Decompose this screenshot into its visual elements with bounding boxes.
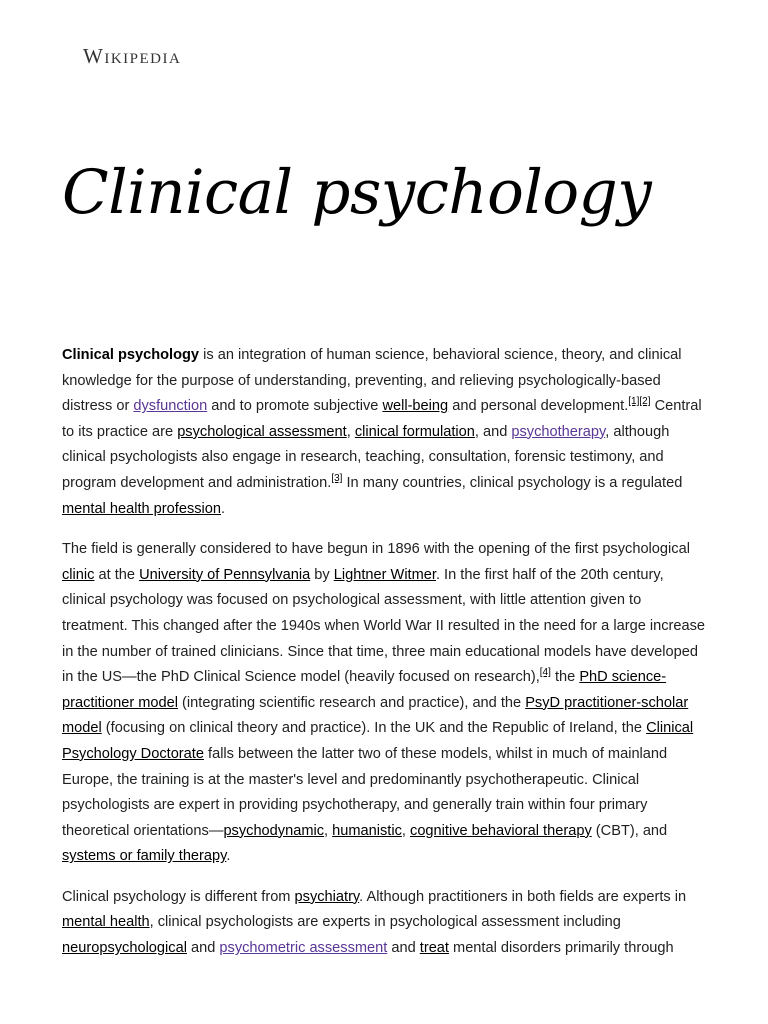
text: , bbox=[401, 822, 411, 839]
citation-3[interactable] bbox=[331, 473, 342, 484]
text: . In the first half of the 20th century, clinical psychology was focused on psychological assessment, with little attention given to treatment. This changed after the 1940s when World War II resulted in the need for a large increase in the number of trained clinicians. Since that time, three main educational models have developed in the US—the PhD Clinical Science model (heavily focused on research), bbox=[62, 566, 706, 686]
text: (focusing on clinical theory and practice). In the UK and the Republic of Ireland, the bbox=[101, 720, 647, 737]
text: . Although practitioners in both fields are experts in bbox=[359, 888, 687, 905]
text: and bbox=[387, 940, 420, 957]
link-cognitive-behavioral-therapy[interactable]: cognitive behavioral therapy bbox=[410, 822, 592, 839]
citation-link[interactable]: [1] bbox=[628, 396, 640, 408]
page-title: Clinical psychology bbox=[62, 157, 652, 228]
link-mental-health[interactable]: mental health bbox=[62, 914, 150, 931]
citation-link[interactable]: [3] bbox=[331, 473, 343, 485]
text: , clinical psychologists are experts in psychological assessment including bbox=[149, 914, 621, 931]
text: (CBT), and bbox=[591, 822, 668, 839]
text: The field is generally considered to have begun in 1896 with the opening of the first psychological bbox=[62, 541, 690, 558]
link-clinical-formulation[interactable]: clinical formulation bbox=[354, 423, 475, 440]
link-neuropsychological[interactable]: neuropsychological bbox=[62, 940, 187, 957]
text: Central to its practice are bbox=[62, 398, 702, 440]
article-body bbox=[62, 343, 708, 977]
text: , bbox=[346, 423, 355, 440]
paragraph-history bbox=[62, 537, 708, 870]
link-psychiatry[interactable]: psychiatry bbox=[294, 888, 360, 905]
citation-link[interactable]: [4] bbox=[539, 667, 551, 679]
text: at the bbox=[94, 566, 140, 583]
link-psychotherapy[interactable]: psychotherapy bbox=[511, 423, 606, 440]
link-clinic[interactable]: clinic bbox=[62, 566, 95, 583]
text: and to promote subjective bbox=[207, 398, 383, 415]
link-lightner-witmer[interactable]: Lightner Witmer bbox=[333, 566, 436, 583]
link-clinical-psychology-doctorate[interactable]: Clinical Psychology Doctorate bbox=[62, 720, 694, 762]
text: by bbox=[310, 566, 334, 583]
wikipedia-logo[interactable]: Wikipedia bbox=[83, 44, 182, 68]
paragraph-comparison bbox=[62, 885, 708, 962]
link-humanistic[interactable]: humanistic bbox=[332, 822, 402, 839]
link-psychometric-assessment[interactable]: psychometric assessment bbox=[219, 940, 388, 957]
article-subject: Clinical psychology bbox=[62, 347, 200, 363]
link-university-of-pennsylvania[interactable]: University of Pennsylvania bbox=[139, 566, 311, 583]
link-systems-or-family-therapy[interactable]: systems or family therapy bbox=[62, 848, 227, 865]
citation-link[interactable]: [2] bbox=[639, 396, 651, 408]
link-mental-health-profession[interactable]: mental health profession bbox=[62, 500, 222, 517]
text: , and bbox=[474, 423, 512, 440]
link-treat[interactable]: treat bbox=[419, 940, 449, 957]
text: is an integration of human science, behavioral science, theory, and clinical knowledge for the purpose of understanding, preventing, and relieving psychologically-based distress or bbox=[62, 347, 682, 415]
text: In many countries, clinical psychology is a regulated bbox=[342, 474, 683, 491]
text: . bbox=[221, 500, 226, 517]
text: and bbox=[186, 940, 220, 957]
text: , bbox=[324, 822, 333, 839]
link-psychodynamic[interactable]: psychodynamic bbox=[223, 822, 325, 839]
citation-1[interactable] bbox=[628, 396, 639, 407]
text: the bbox=[550, 669, 580, 686]
citation-2[interactable] bbox=[639, 396, 650, 407]
text: falls between the latter two of these models, whilst in much of mainland Europe, the training is at the master's level and predominantly psychotherapeutic. Clinical psychologists are expert in providing psychotherapy, and generally train within four primary theoretical orientations— bbox=[62, 745, 668, 839]
citation-4[interactable] bbox=[540, 667, 551, 678]
text: Clinical psychology is different from bbox=[62, 888, 295, 905]
paragraph-intro bbox=[62, 343, 708, 522]
link-well-being[interactable]: well-being bbox=[382, 398, 449, 415]
link-psyd-practitioner-scholar-model[interactable]: PsyD practitioner-scholar model bbox=[62, 694, 689, 737]
text: and personal development. bbox=[448, 398, 629, 415]
text: , although clinical psychologists also engage in research, teaching, consultation, forensic testimony, and program development and administration. bbox=[62, 423, 670, 491]
link-dysfunction[interactable]: dysfunction bbox=[133, 398, 208, 415]
text: . bbox=[226, 848, 231, 865]
link-psychological-assessment[interactable]: psychological assessment bbox=[177, 423, 347, 440]
text: (integrating scientific research and practice), and the bbox=[178, 694, 526, 711]
text: mental disorders primarily through bbox=[448, 940, 674, 957]
link-phd-science-practitioner-model[interactable]: PhD science-practitioner model bbox=[62, 669, 667, 711]
